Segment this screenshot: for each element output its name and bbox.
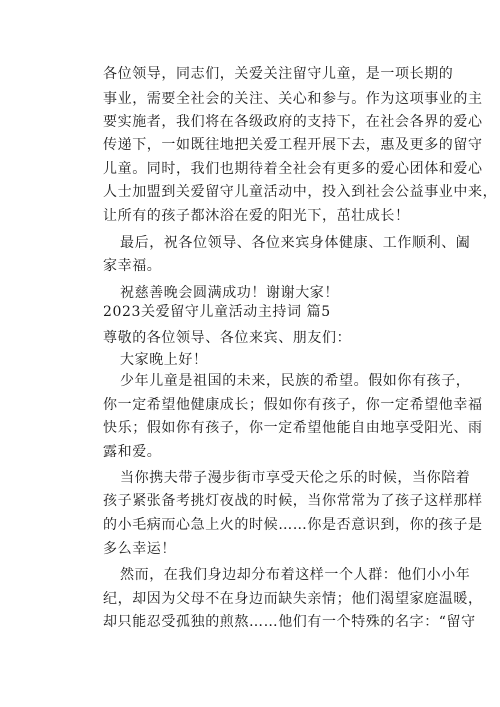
greeting: 大家晚上好！ [120,352,208,368]
text-line: 儿童。同时，我们也期待着全社会有更多的爱心团体和爱心 [103,161,483,177]
text-line: 露和爱。 [103,444,162,460]
text-line: 却只能忍受孤独的煎熬……他们有一个特殊的名字：“留守 [103,614,476,630]
text-line: 你一定希望他健康成长；假如你有孩子，你一定希望他幸福 [103,397,483,413]
text-line: 各位领导，同志们，关爱关注留守儿童，是一项长期的 [103,66,454,82]
text-line: 祝慈善晚会圆满成功！谢谢大家！ [120,285,339,301]
text-line: 当你携夫带子漫步街市享受天伦之乐的时候，当你陪着 [120,470,471,486]
text-line: 纪，却因为父母不在身边而缺失亲情；他们渴望家庭温暖， [103,591,483,607]
text-line: 的小毛病而心急上火的时候……你是否意识到，你的孩子是 [103,517,483,533]
text-line: 让所有的孩子都沐浴在爱的阳光下，茁壮成长！ [103,208,410,224]
text-line: 人士加盟到关爱留守儿童活动中，投入到社会公益事业中来， [103,184,498,200]
text-line: 多么幸运！ [103,541,176,557]
text-line: 少年儿童是祖国的未来，民族的希望。假如你有孩子， [120,373,471,389]
text-line: 最后，祝各位领导、各位来宾身体健康、工作顺利、阖 [120,235,471,251]
text-line: 快乐；假如你有孩子，你一定希望他能自由地享受阳光、雨 [103,420,483,436]
section-heading: 2023关爱留守儿童活动主持词 篇5 [103,304,331,320]
text-line: 然而，在我们身边却分布着这样一个人群：他们小小年 [120,567,471,583]
salutation: 尊敬的各位领导、各位来宾、朋友们： [103,330,352,346]
text-line: 家幸福。 [103,258,162,274]
text-line: 事业，需要全社会的关注、关心和参与。作为这项事业的主 [103,91,483,107]
text-line: 要实施者，我们将在各级政府的支持下，在社会各界的爱心 [103,114,483,130]
text-line: 孩子紧张备考挑灯夜战的时候，当你常常为了孩子这样那样 [103,493,483,509]
text-line: 传递下，一如既往地把关爱工程开展下去，惠及更多的留守 [103,137,483,153]
